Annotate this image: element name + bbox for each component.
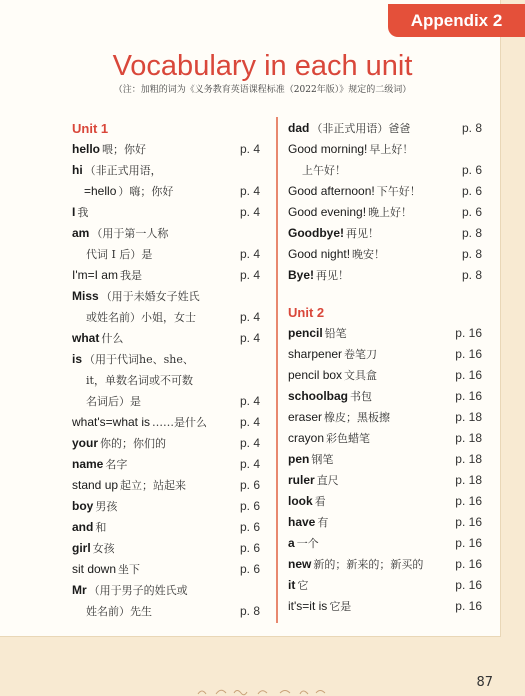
- vocab-word: pencil: [288, 326, 323, 340]
- vocab-entry: [288, 470, 482, 491]
- vocab-word: what's=what is: [72, 415, 150, 429]
- vocab-entry: [288, 533, 482, 554]
- vocab-page-ref: p. 4: [239, 436, 260, 450]
- vocab-entry: [288, 223, 482, 244]
- vocab-entry: [72, 160, 268, 181]
- vocab-entry: [288, 244, 482, 265]
- vocab-page-ref: p. 16: [455, 326, 482, 340]
- vocab-page-ref: p. 18: [455, 452, 482, 466]
- vocab-entry-continuation: [72, 181, 268, 202]
- vocab-translation: 什么: [101, 332, 124, 345]
- vocab-entry: [288, 554, 482, 575]
- vocab-word: boy: [72, 499, 94, 513]
- vocab-translation: 铅笔: [324, 327, 347, 340]
- vocab-word: name: [72, 457, 104, 471]
- vocab-translation: 书包: [350, 390, 373, 403]
- vocab-word: look: [288, 494, 313, 508]
- vocab-translation: 看: [314, 495, 326, 508]
- vocab-translation: 坐下: [118, 563, 141, 576]
- vocab-page-ref: p. 4: [239, 310, 260, 324]
- vocab-word: what: [72, 331, 100, 345]
- vocab-translation: 男孩: [95, 500, 118, 513]
- vocab-entry: [288, 365, 482, 386]
- vocab-word: Good evening!: [288, 205, 367, 219]
- vocab-entry: [288, 575, 482, 596]
- vocab-word: sit down: [72, 562, 117, 576]
- vocab-entry: [288, 202, 482, 223]
- vocab-translation: 我: [77, 206, 89, 219]
- vocab-translation: 和: [95, 521, 107, 534]
- vocab-entry: [72, 517, 268, 538]
- vocab-translation: 起立；站起来: [120, 479, 187, 492]
- vocab-page-ref: p. 16: [455, 389, 482, 403]
- vocab-page-ref: p. 18: [455, 431, 482, 445]
- vocab-word: hi: [72, 163, 83, 177]
- vocab-word: Good night!: [288, 247, 351, 261]
- vocab-entry: [72, 412, 268, 433]
- vocab-entry: [288, 449, 482, 470]
- appendix-tab: Appendix 2: [388, 4, 525, 37]
- vocab-word: =hello: [84, 184, 117, 198]
- unit-heading: Unit 2: [288, 305, 325, 320]
- vocab-translation: it，单数名词或不可数: [86, 374, 193, 387]
- vocab-translation: （非正式用语）爸爸: [311, 122, 411, 135]
- vocab-page-ref: p. 4: [239, 205, 260, 219]
- vocab-word: I'm=I am: [72, 268, 118, 282]
- vocab-word: Bye!: [288, 268, 315, 282]
- vocab-page-ref: p. 4: [239, 394, 260, 408]
- vocabulary-column-right: [288, 118, 482, 617]
- vocab-entry: [72, 496, 268, 517]
- vocab-entry-continuation: [72, 601, 268, 622]
- vocab-entry: [72, 433, 268, 454]
- vocab-translation: 它是: [329, 600, 352, 613]
- vocab-page-ref: p. 4: [239, 457, 260, 471]
- vocab-translation: 喂；你好: [102, 143, 147, 156]
- vocab-word: Mr: [72, 583, 87, 597]
- vocab-page-ref: p. 4: [239, 331, 260, 345]
- vocab-translation: 有: [317, 516, 329, 529]
- vocab-entry-continuation: [72, 307, 268, 328]
- vocab-translation: 钢笔: [311, 453, 334, 466]
- vocab-page-ref: p. 4: [239, 184, 260, 198]
- vocab-translation: 名字: [105, 458, 128, 471]
- vocab-page-ref: p. 18: [455, 410, 482, 424]
- vocab-page-ref: p. 6: [239, 562, 260, 576]
- vocab-word: am: [72, 226, 90, 240]
- vocab-page-ref: p. 8: [461, 226, 482, 240]
- vocab-translation: 上午好！: [302, 164, 346, 177]
- column-divider: [276, 117, 278, 623]
- vocab-word: ruler: [288, 473, 315, 487]
- vocab-entry: [288, 181, 482, 202]
- vocab-entry: [288, 512, 482, 533]
- page-title: Vocabulary in each unit: [112, 50, 413, 82]
- vocab-translation: 你的；你们的: [100, 437, 167, 450]
- page-number: 87: [476, 675, 493, 690]
- vocab-translation: 代词 I 后）是: [86, 248, 153, 261]
- vocab-entry: [288, 428, 482, 449]
- vocab-word: new: [288, 557, 312, 571]
- vocab-translation: 女孩: [92, 542, 115, 555]
- vocab-word: schoolbag: [288, 389, 349, 403]
- vocab-word: dad: [288, 121, 310, 135]
- vocab-entry-continuation: [72, 370, 268, 391]
- vocab-page-ref: p. 4: [239, 247, 260, 261]
- vocab-word: Good morning!: [288, 142, 368, 156]
- vocab-word: a: [288, 536, 295, 550]
- vocab-page-ref: p. 6: [461, 205, 482, 219]
- vocab-page-ref: p. 16: [455, 578, 482, 592]
- vocab-translation: （用于第一人称: [91, 227, 169, 240]
- vocab-translation: 或姓名前）小姐，女士: [86, 311, 196, 324]
- vocab-page-ref: p. 18: [455, 473, 482, 487]
- vocab-translation: 卷笔刀: [344, 348, 378, 361]
- vocab-word: is: [72, 352, 83, 366]
- vocab-entry: [288, 386, 482, 407]
- vocab-page-ref: p. 6: [239, 478, 260, 492]
- vocab-page-ref: p. 4: [239, 268, 260, 282]
- vocab-translation: （非正式用语，: [84, 164, 162, 177]
- vocabulary-column-left: [72, 118, 268, 622]
- vocab-translation: ……是什么: [152, 416, 207, 429]
- vocab-word: crayon: [288, 431, 325, 445]
- vocab-entry: [288, 118, 482, 139]
- vocab-page-ref: p. 4: [239, 415, 260, 429]
- vocab-entry: [288, 596, 482, 617]
- vocab-page-ref: p. 16: [455, 347, 482, 361]
- vocab-page-ref: p. 6: [239, 520, 260, 534]
- vocab-page-ref: p. 6: [461, 163, 482, 177]
- vocab-translation: （用于男子的姓氏或: [88, 584, 188, 597]
- vocab-word: Goodbye!: [288, 226, 344, 240]
- vocab-word: eraser: [288, 410, 323, 424]
- vocab-entry: [72, 265, 268, 286]
- vocab-word: it's=it is: [288, 599, 328, 613]
- vocab-entry: [72, 223, 268, 244]
- vocab-page-ref: p. 16: [455, 599, 482, 613]
- vocab-translation: （用于未婚女子姓氏: [100, 290, 200, 303]
- vocab-page-ref: p. 6: [239, 541, 260, 555]
- vocab-entry: [288, 265, 482, 286]
- vocab-entry: [288, 323, 482, 344]
- vocab-page-ref: p. 16: [455, 557, 482, 571]
- vocab-page-ref: p. 16: [455, 494, 482, 508]
- vocab-translation: 早上好！: [369, 143, 414, 156]
- vocab-translation: 再见！: [316, 269, 350, 282]
- vocab-entry-continuation: [72, 244, 268, 265]
- vocab-word: it: [288, 578, 296, 592]
- vocab-translation: 姓名前）先生: [86, 605, 152, 618]
- vocab-translation: 晚安！: [352, 248, 386, 261]
- vocab-entry: [72, 328, 268, 349]
- vocab-word: your: [72, 436, 99, 450]
- vocab-entry: [72, 559, 268, 580]
- vocab-translation: 一个: [296, 537, 319, 550]
- vocab-page-ref: p. 8: [461, 121, 482, 135]
- vocab-translation: 直尺: [316, 474, 339, 487]
- vocab-page-ref: p. 8: [239, 604, 260, 618]
- vocab-entry: [72, 349, 268, 370]
- page-subtitle-note: （注：加粗的词为《义务教育英语课程标准（2022年版）》规定的二级词）: [113, 85, 412, 95]
- section-gap: [288, 286, 482, 302]
- vocab-word: Miss: [72, 289, 99, 303]
- vocab-page-ref: p. 16: [455, 368, 482, 382]
- vocab-word: I: [72, 205, 76, 219]
- vocab-entry: [72, 202, 268, 223]
- vocab-translation: 文具盒: [344, 369, 378, 382]
- vocab-page-ref: p. 8: [461, 268, 482, 282]
- vocab-translation: 橡皮；黑板擦: [324, 411, 391, 424]
- vocab-page-ref: p. 6: [461, 184, 482, 198]
- unit-heading: Unit 1: [72, 121, 109, 136]
- vocab-entry: [72, 139, 268, 160]
- vocab-translation: （用于代词he、she、: [84, 353, 194, 366]
- vocab-page-ref: p. 16: [455, 536, 482, 550]
- vocab-word: pencil box: [288, 368, 343, 382]
- vocab-translation: 名词后）是: [86, 395, 141, 408]
- vocab-translation: 它: [297, 579, 309, 592]
- vocab-entry: [72, 475, 268, 496]
- vocab-entry-continuation: [288, 160, 482, 181]
- vocab-entry: [72, 538, 268, 559]
- vocab-word: pen: [288, 452, 310, 466]
- vocab-page-ref: p. 6: [239, 499, 260, 513]
- vocab-entry: [288, 407, 482, 428]
- vocab-word: have: [288, 515, 316, 529]
- vocab-translation: ）嗨；你好: [118, 185, 174, 198]
- vocab-translation: 新的；新来的；新买的: [313, 558, 424, 571]
- decorative-doodle: [196, 686, 336, 696]
- vocab-word: Good afternoon!: [288, 184, 375, 198]
- vocab-word: stand up: [72, 478, 119, 492]
- vocab-entry: [288, 139, 482, 160]
- vocab-word: hello: [72, 142, 101, 156]
- vocab-word: girl: [72, 541, 91, 555]
- vocab-entry: [72, 580, 268, 601]
- vocab-word: and: [72, 520, 94, 534]
- vocab-entry: [72, 454, 268, 475]
- vocab-translation: 彩色蜡笔: [326, 432, 371, 445]
- vocab-page-ref: p. 16: [455, 515, 482, 529]
- vocab-entry: [288, 344, 482, 365]
- vocab-translation: 我是: [119, 269, 142, 282]
- vocab-translation: 再见！: [346, 227, 379, 240]
- vocab-entry: [288, 491, 482, 512]
- vocab-entry: [72, 286, 268, 307]
- vocab-translation: 晚上好！: [368, 206, 413, 219]
- vocab-page-ref: p. 4: [239, 142, 260, 156]
- vocab-page-ref: p. 8: [461, 247, 482, 261]
- vocab-entry-continuation: [72, 391, 268, 412]
- vocab-translation: 下午好！: [376, 185, 421, 198]
- vocab-word: sharpener: [288, 347, 343, 361]
